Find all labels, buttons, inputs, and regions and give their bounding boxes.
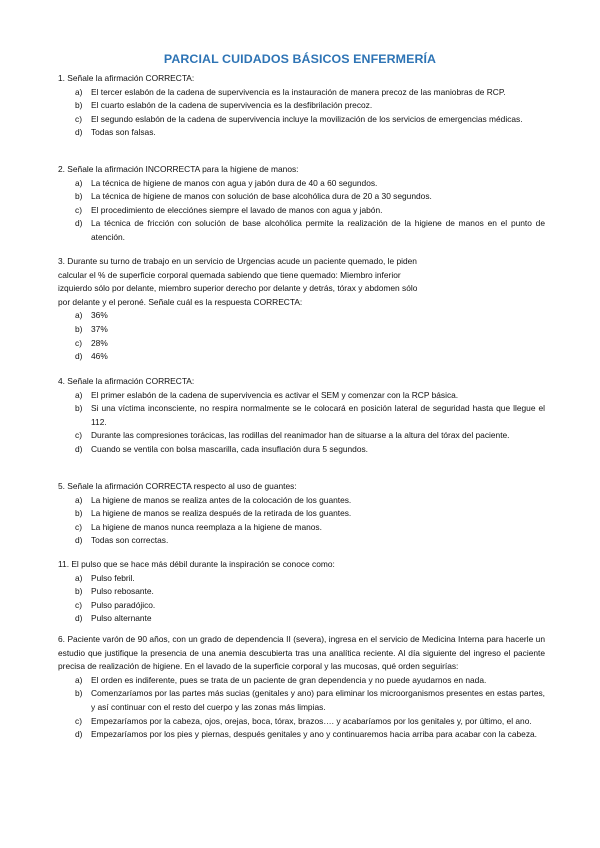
option-list: [58, 309, 545, 363]
option-text: El orden es indiferente, pues se trata de un paciente de gran dependencia y no puede ayudarnos en nada.: [91, 674, 487, 685]
option-c[interactable]: [58, 521, 545, 535]
option-c[interactable]: [58, 429, 545, 443]
question-stem: 5. Señale la afirmación CORRECTA respecto al uso de guantes:: [58, 481, 297, 491]
option-d[interactable]: [58, 443, 545, 457]
question-11: [58, 558, 545, 626]
option-text: La técnica de fricción con solución de base alcohólica permite la realización de la higiene de manos en el punto de atención.: [91, 218, 545, 242]
option-a[interactable]: [58, 177, 545, 191]
option-letter: a): [75, 572, 83, 583]
option-letter: b): [75, 508, 83, 519]
option-c[interactable]: [58, 113, 545, 127]
option-text: El tercer eslabón de la cadena de supervivencia es la instauración de manera precoz de las maniobras de RCP.: [91, 86, 506, 97]
option-text: La técnica de higiene de manos con agua y jabón dura de 40 a 60 segundos.: [91, 177, 378, 188]
option-text: Todas son correctas.: [91, 535, 169, 546]
option-a[interactable]: [58, 309, 545, 323]
option-text: El cuarto eslabón de la cadena de supervivencia es la desfibrilación precoz.: [91, 100, 373, 111]
option-text: El primer eslabón de la cadena de supervivencia es activar el SEM y comenzar con la RCP básica.: [91, 389, 459, 400]
option-text: Empezaríamos por la cabeza, ojos, orejas, boca, tórax, brazos…. y acabaríamos por los genitales y, por último, el ano.: [91, 715, 532, 726]
option-letter: c): [75, 521, 82, 532]
option-letter: d): [75, 729, 83, 740]
option-text: El procedimiento de elecciónes siempre el lavado de manos con agua y jabón.: [91, 204, 383, 215]
question-stem: 11. El pulso que se hace más débil durante la inspiración se conoce como:: [58, 559, 335, 569]
option-b[interactable]: [58, 323, 545, 337]
option-d[interactable]: [58, 534, 545, 548]
option-letter: d): [75, 613, 83, 624]
question-stem: [58, 255, 545, 309]
option-c[interactable]: [58, 204, 545, 218]
option-letter: b): [75, 403, 83, 414]
option-text: 46%: [91, 351, 108, 362]
option-b[interactable]: [58, 585, 545, 599]
option-b[interactable]: [58, 687, 545, 714]
question-2: [58, 163, 545, 245]
page-title: PARCIAL CUIDADOS BÁSICOS ENFERMERÍA: [163, 52, 437, 66]
option-text: Durante las compresiones torácicas, las rodillas del reanimador han de situarse a la altura del tórax del paciente.: [91, 430, 510, 441]
question-stem: 2. Señale la afirmación INCORRECTA para la higiene de manos:: [58, 164, 299, 174]
option-list: [58, 177, 545, 245]
option-letter: b): [75, 100, 83, 111]
stem-line: 3. Durante su turno de trabajo en un servicio de Urgencias acude un paciente quemado, le piden: [58, 256, 417, 266]
option-d[interactable]: [58, 612, 545, 626]
option-a[interactable]: [58, 389, 545, 403]
option-letter: c): [75, 430, 82, 441]
option-d[interactable]: [58, 728, 545, 742]
option-letter: a): [75, 310, 83, 321]
option-b[interactable]: [58, 99, 545, 113]
option-c[interactable]: [58, 337, 545, 351]
option-text: 37%: [91, 323, 108, 334]
option-b[interactable]: [58, 402, 545, 429]
option-a[interactable]: [58, 674, 545, 688]
option-letter: d): [75, 218, 83, 229]
option-text: Si una víctima inconsciente, no respira normalmente se le colocará en posición lateral de seguridad hasta que llegue el 112.: [91, 403, 545, 427]
option-letter: d): [75, 351, 83, 362]
option-letter: c): [75, 204, 82, 215]
question-stem: 6. Paciente varón de 90 años, con un grado de dependencia II (severa), ingresa en el servicio de Medicina Interna para hacerle un estudio que justifique la presencia de una anemia descubierta tras una analítica reciente. Al día siguiente del ingreso el paciente precisa de realización de higiene. En el lavado de la superficie corporal y las mucosas, qué orden seguirías:: [58, 634, 545, 672]
question-6: [58, 633, 545, 742]
option-d[interactable]: [58, 126, 545, 140]
option-letter: a): [75, 86, 83, 97]
option-letter: b): [75, 688, 83, 699]
option-letter: c): [75, 113, 82, 124]
option-text: La higiene de manos se realiza antes de la colocación de los guantes.: [91, 494, 352, 505]
option-letter: c): [75, 715, 82, 726]
question-4: [58, 375, 545, 457]
option-c[interactable]: [58, 599, 545, 613]
option-text: Pulso rebosante.: [91, 586, 154, 597]
option-text: Todas son falsas.: [91, 127, 156, 138]
option-letter: a): [75, 389, 83, 400]
option-a[interactable]: [58, 572, 545, 586]
option-text: El segundo eslabón de la cadena de supervivencia incluye la movilización de los servicios de emergencias médicas.: [91, 113, 523, 124]
option-letter: d): [75, 127, 83, 138]
option-text: Pulso febril.: [91, 572, 135, 583]
option-text: Comenzaríamos por las partes más sucias (genitales y ano) para eliminar los microorganismos presentes en estas partes, y así continuar con el resto del cuerpo y las zonas más limpias.: [91, 688, 545, 712]
stem-line: izquierdo sólo por delante, miembro superior derecho por delante y detrás, tórax y abdomen sólo: [58, 283, 418, 294]
option-a[interactable]: [58, 86, 545, 100]
option-d[interactable]: [58, 350, 545, 364]
option-text: 36%: [91, 310, 108, 321]
option-text: La higiene de manos nunca reemplaza a la higiene de manos.: [91, 521, 322, 532]
option-letter: a): [75, 177, 83, 188]
option-letter: a): [75, 494, 83, 505]
question-stem: 1. Señale la afirmación CORRECTA:: [58, 73, 195, 83]
option-d[interactable]: [58, 217, 545, 244]
option-text: La técnica de higiene de manos con solución de base alcohólica dura de 20 a 30 segundos.: [91, 191, 432, 202]
option-letter: b): [75, 323, 83, 334]
option-list: [58, 389, 545, 457]
option-text: La higiene de manos se realiza después de la retirada de los guantes.: [91, 508, 352, 519]
option-text: 28%: [91, 337, 108, 348]
option-letter: b): [75, 586, 83, 597]
option-text: Empezaríamos por los pies y piernas, después genitales y ano y continuaremos hacia arriba para acabar con la cabeza.: [91, 729, 537, 740]
option-letter: c): [75, 337, 82, 348]
option-c[interactable]: [58, 715, 545, 729]
option-list: [58, 494, 545, 548]
option-list: [58, 572, 545, 626]
option-text: Pulso paradójico.: [91, 599, 156, 610]
option-letter: d): [75, 443, 83, 454]
option-letter: b): [75, 191, 83, 202]
option-a[interactable]: [58, 494, 545, 508]
question-stem: 4. Señale la afirmación CORRECTA:: [58, 376, 195, 386]
option-letter: c): [75, 599, 82, 610]
option-text: Pulso alternante: [91, 613, 152, 624]
option-letter: a): [75, 674, 83, 685]
option-letter: d): [75, 535, 83, 546]
option-text: Cuando se ventila con bolsa mascarilla, cada insuflación dura 5 segundos.: [91, 443, 369, 454]
question-1: [58, 72, 545, 140]
option-b[interactable]: [58, 190, 545, 204]
question-3: [58, 255, 545, 364]
option-list: [58, 86, 545, 140]
stem-line: calcular el % de superficie corporal quemada sabiendo que tiene quemado: Miembro inferior: [58, 269, 401, 280]
question-5: [58, 480, 545, 548]
stem-line: por delante y el peroné. Señale cuál es la respuesta CORRECTA:: [58, 296, 303, 307]
option-b[interactable]: [58, 507, 545, 521]
option-list: [58, 674, 545, 742]
